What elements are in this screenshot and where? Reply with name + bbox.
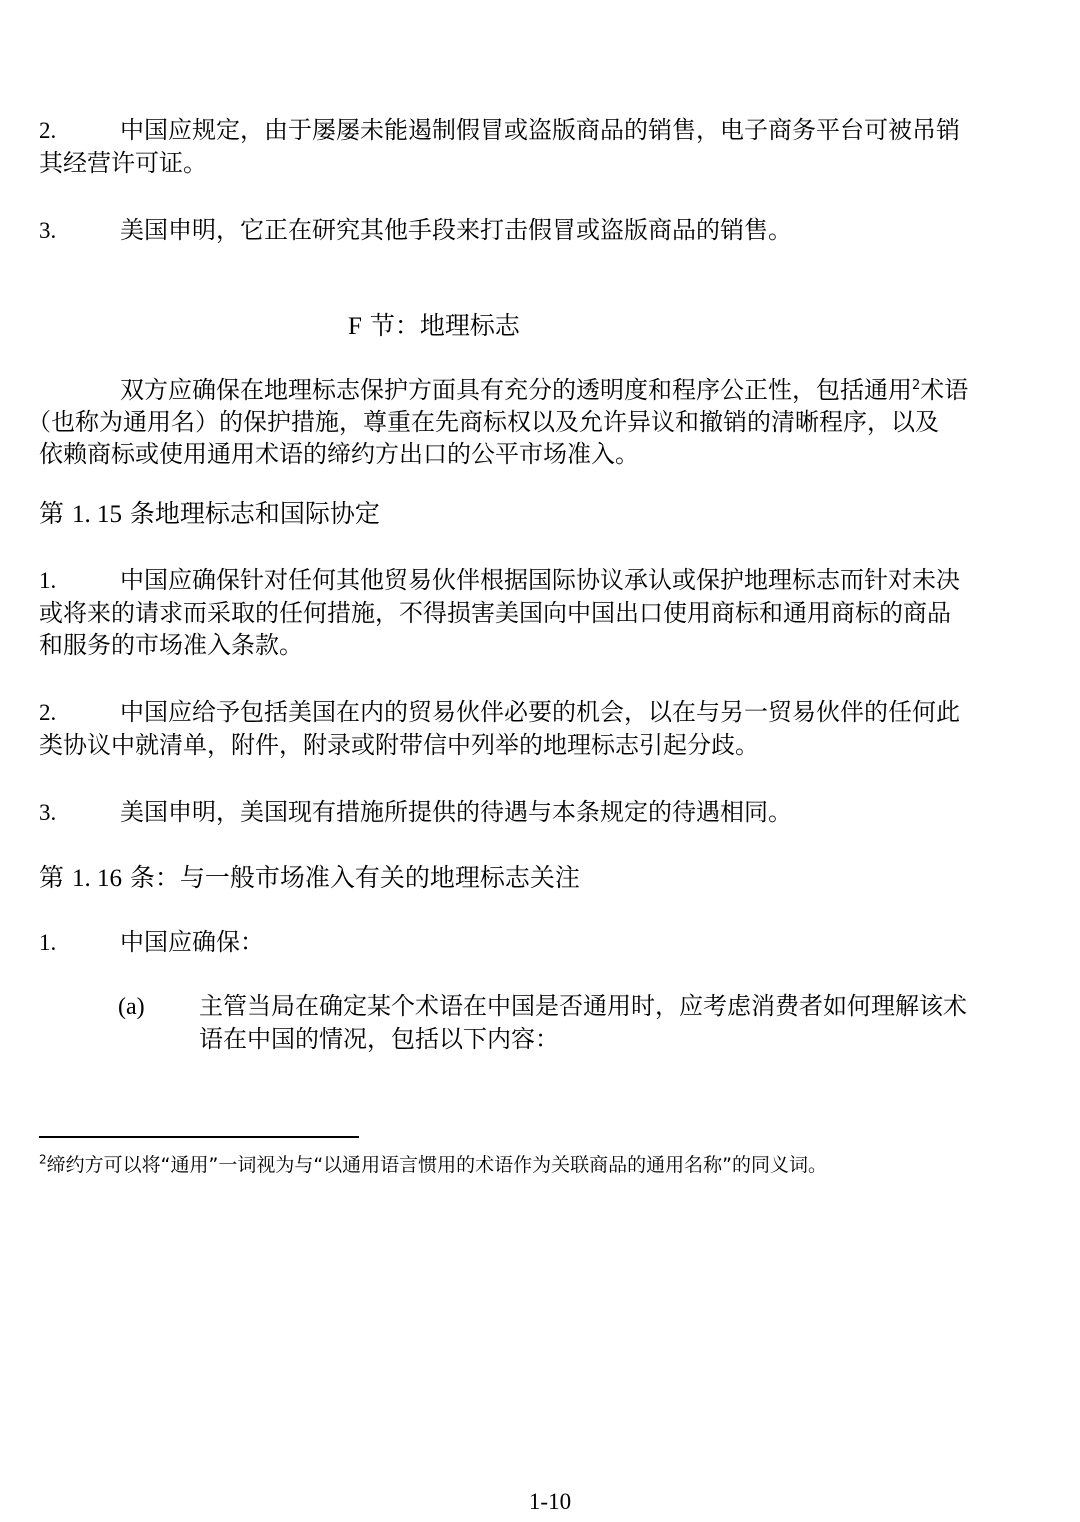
paragraph-line: （也称为通用名）的保护措施，尊重在先商标权以及允许异议和撤销的清晰程序，以及 [27,408,939,436]
paragraph-line: 主管当局在确定某个术语在中国是否通用时，应考虑消费者如何理解该术 [199,992,967,1020]
paragraph-item-2 [39,114,1075,179]
article-heading-1-15 [39,498,1075,531]
paragraph-line: 中国应确保针对任何其他贸易伙伴根据国际协议承认或保护地理标志而针对未决 [120,566,960,594]
item-number: 2. [39,118,57,143]
footnote-separator [39,1136,359,1138]
footnote-mark: 2 [39,1152,47,1167]
article-title: 条地理标志和国际协定 [121,499,380,528]
paragraph-line: 美国申明，它正在研究其他手段来打击假冒或盗版商品的销售。 [120,216,792,244]
paragraph-line: 类协议中就清单，附件，附录或附带信中列举的地理标志引起分歧。 [39,731,759,759]
item-number: 2. [39,700,57,725]
paragraph-line: 术语 [920,376,969,404]
paragraph-line: 其经营许可证。 [39,149,207,177]
section-letter: F [348,313,362,340]
page-number: 1-10 [528,1489,572,1514]
subitem-label: (a) [118,994,145,1020]
article-1-15-item-2 [39,696,1075,761]
section-title [348,310,520,343]
paragraph-line: 中国应规定，由于屡屡未能遏制假冒或盗版商品的销售，电子商务平台可被吊销 [120,116,960,144]
article-1-16-subitem-a [118,990,967,1055]
article-number: 1. 16 [71,865,122,892]
footnote-text: 缔约方可以将“通用”一词视为与“以通用语言惯用的术语作为关联商品的通用名称”的同义词。 [46,1154,828,1176]
article-prefix: 第 [39,863,72,892]
intro-paragraph [27,374,1075,470]
paragraph-line: 中国应给予包括美国在内的贸易伙伴必要的机会，以在与另一贸易伙伴的任何此 [120,698,960,726]
article-prefix: 第 [39,499,72,528]
article-1-16-item-1 [39,926,1075,959]
item-number: 1. [39,568,57,593]
item-number: 1. [39,930,57,955]
item-number: 3. [39,218,57,243]
paragraph-item-3 [39,214,1075,247]
section-title-text: 节：地理标志 [361,311,520,340]
article-heading-1-16 [39,862,1075,895]
article-title: 条：与一般市场准入有关的地理标志关注 [121,863,580,892]
paragraph-line: 美国申明，美国现有措施所提供的待遇与本条规定的待遇相同。 [120,798,792,826]
footnote [39,1152,827,1178]
footnote-reference: 2 [912,378,921,393]
paragraph-line: 语在中国的情况，包括以下内容： [199,1025,559,1053]
article-1-15-item-3 [39,796,1075,829]
article-1-15-item-1 [39,564,1075,661]
item-number: 3. [39,800,57,825]
article-number: 1. 15 [71,501,122,528]
paragraph-line: 或将来的请求而采取的任何措施，不得损害美国向中国出口使用商标和通用商标的商品 [39,599,951,627]
paragraph-line: 依赖商标或使用通用术语的缔约方出口的公平市场准入。 [39,440,639,468]
paragraph-line: 和服务的市场准入条款。 [39,631,303,659]
paragraph-line: 中国应确保： [120,928,264,956]
paragraph-line: 双方应确保在地理标志保护方面具有充分的透明度和程序公正性，包括通用 [120,376,912,404]
